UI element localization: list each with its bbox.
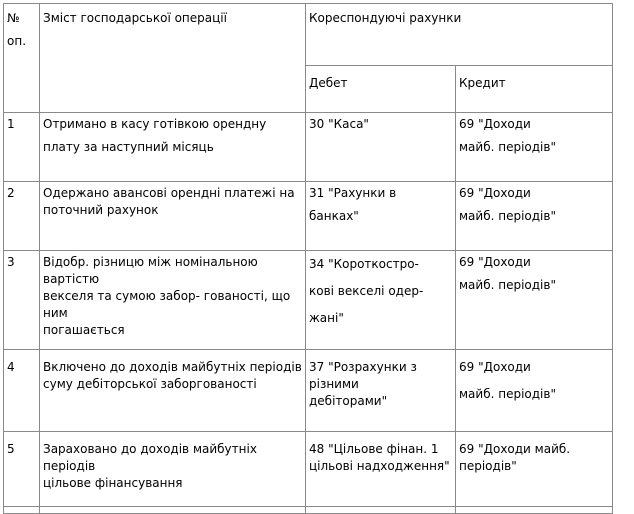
row-num: 4 — [7, 360, 15, 374]
row-debit-cell — [306, 350, 456, 432]
header-credit: Кредит — [459, 76, 506, 90]
row-num: 2 — [7, 186, 15, 200]
row-debit-line: дебіторами" — [309, 394, 388, 408]
row-credit-line: періодів" — [459, 459, 517, 473]
row-credit-line: 69 "Доходи — [459, 255, 531, 269]
row-content-cell — [40, 113, 306, 182]
row-content-line: плату за наступний місяць — [43, 140, 214, 154]
row-credit-cell — [456, 251, 613, 350]
header-debit: Дебет — [309, 76, 348, 90]
header-num-line-2: оп. — [7, 34, 27, 48]
row-credit-cell — [456, 182, 613, 251]
row-credit-line: майб. періодів" — [459, 278, 556, 292]
operations-table — [3, 3, 613, 514]
header-corr-accounts: Кореспондуючі рахунки — [309, 11, 462, 25]
cut-cell — [456, 507, 613, 514]
header-row — [4, 4, 613, 66]
row-debit-line: жані" — [309, 311, 344, 325]
header-num-cell — [4, 4, 40, 113]
row-credit-line: майб. періодів" — [459, 140, 556, 154]
table-row — [4, 350, 613, 432]
row-num-cell — [4, 432, 40, 507]
row-content-line: Одержано авансові орендні платежі на — [43, 186, 295, 200]
header-num-line-1: № — [7, 11, 20, 25]
row-content-cell — [40, 432, 306, 507]
header-corr-accounts-cell — [306, 4, 613, 66]
row-debit-line: кові векселі одер- — [309, 284, 424, 298]
row-num-cell — [4, 182, 40, 251]
table-row — [4, 113, 613, 182]
header-credit-cell — [456, 66, 613, 113]
row-content-line: Відобр. різницю між номінальною вартістю — [43, 255, 258, 286]
row-credit-line: майб. періодів" — [459, 387, 556, 401]
header-content: Зміст господарської операції — [43, 11, 227, 25]
row-debit-line: 30 "Каса" — [309, 117, 369, 131]
row-debit-line: 37 "Розрахунки з різними — [309, 360, 417, 391]
row-num: 1 — [7, 117, 15, 131]
row-credit-line: 69 "Доходи — [459, 117, 531, 131]
row-credit-cell — [456, 432, 613, 507]
row-credit-line: майб. періодів" — [459, 209, 556, 223]
cut-cell — [306, 507, 456, 514]
row-debit-cell — [306, 432, 456, 507]
row-content-cell — [40, 182, 306, 251]
row-content-cell — [40, 251, 306, 350]
row-num-cell — [4, 251, 40, 350]
row-debit-cell — [306, 251, 456, 350]
row-content-line: Включено до доходів майбутніх періодів — [43, 360, 302, 374]
table-row-cut — [4, 507, 613, 514]
row-debit-line: 48 "Цільове фінан. 1 — [309, 442, 439, 456]
row-debit-line: банках" — [309, 209, 359, 223]
row-credit-line: 69 "Доходи — [459, 186, 531, 200]
row-content-line: цільове фінансування — [43, 476, 183, 490]
row-num-cell — [4, 350, 40, 432]
row-debit-line: цільові надходження" — [309, 459, 450, 473]
cut-cell — [4, 507, 40, 514]
cut-cell — [40, 507, 306, 514]
row-credit-cell — [456, 350, 613, 432]
row-content-line: Зараховано до доходів майбутніх періодів — [43, 442, 257, 473]
table-row — [4, 182, 613, 251]
row-num: 5 — [7, 442, 15, 456]
row-debit-cell — [306, 182, 456, 251]
row-debit-cell — [306, 113, 456, 182]
row-content-line: Отримано в касу готівкою орендну — [43, 117, 267, 131]
row-content-line: суму дебіторської заборгованості — [43, 377, 257, 391]
row-debit-line: 34 "Короткостро- — [309, 257, 419, 271]
header-content-cell — [40, 4, 306, 113]
row-num: 3 — [7, 255, 15, 269]
table-row — [4, 251, 613, 350]
row-content-line: погашається — [43, 323, 125, 337]
row-content-line: векселя та сумою забор- гованості, що ним — [43, 289, 291, 320]
row-credit-cell — [456, 113, 613, 182]
row-credit-line: 69 "Доходи майб. — [459, 442, 571, 456]
row-num-cell — [4, 113, 40, 182]
table-row — [4, 432, 613, 507]
row-debit-line: 31 "Рахунки в — [309, 186, 397, 200]
row-content-line: поточний рахунок — [43, 203, 159, 217]
row-content-cell — [40, 350, 306, 432]
header-debit-cell — [306, 66, 456, 113]
row-credit-line: 69 "Доходи — [459, 360, 531, 374]
